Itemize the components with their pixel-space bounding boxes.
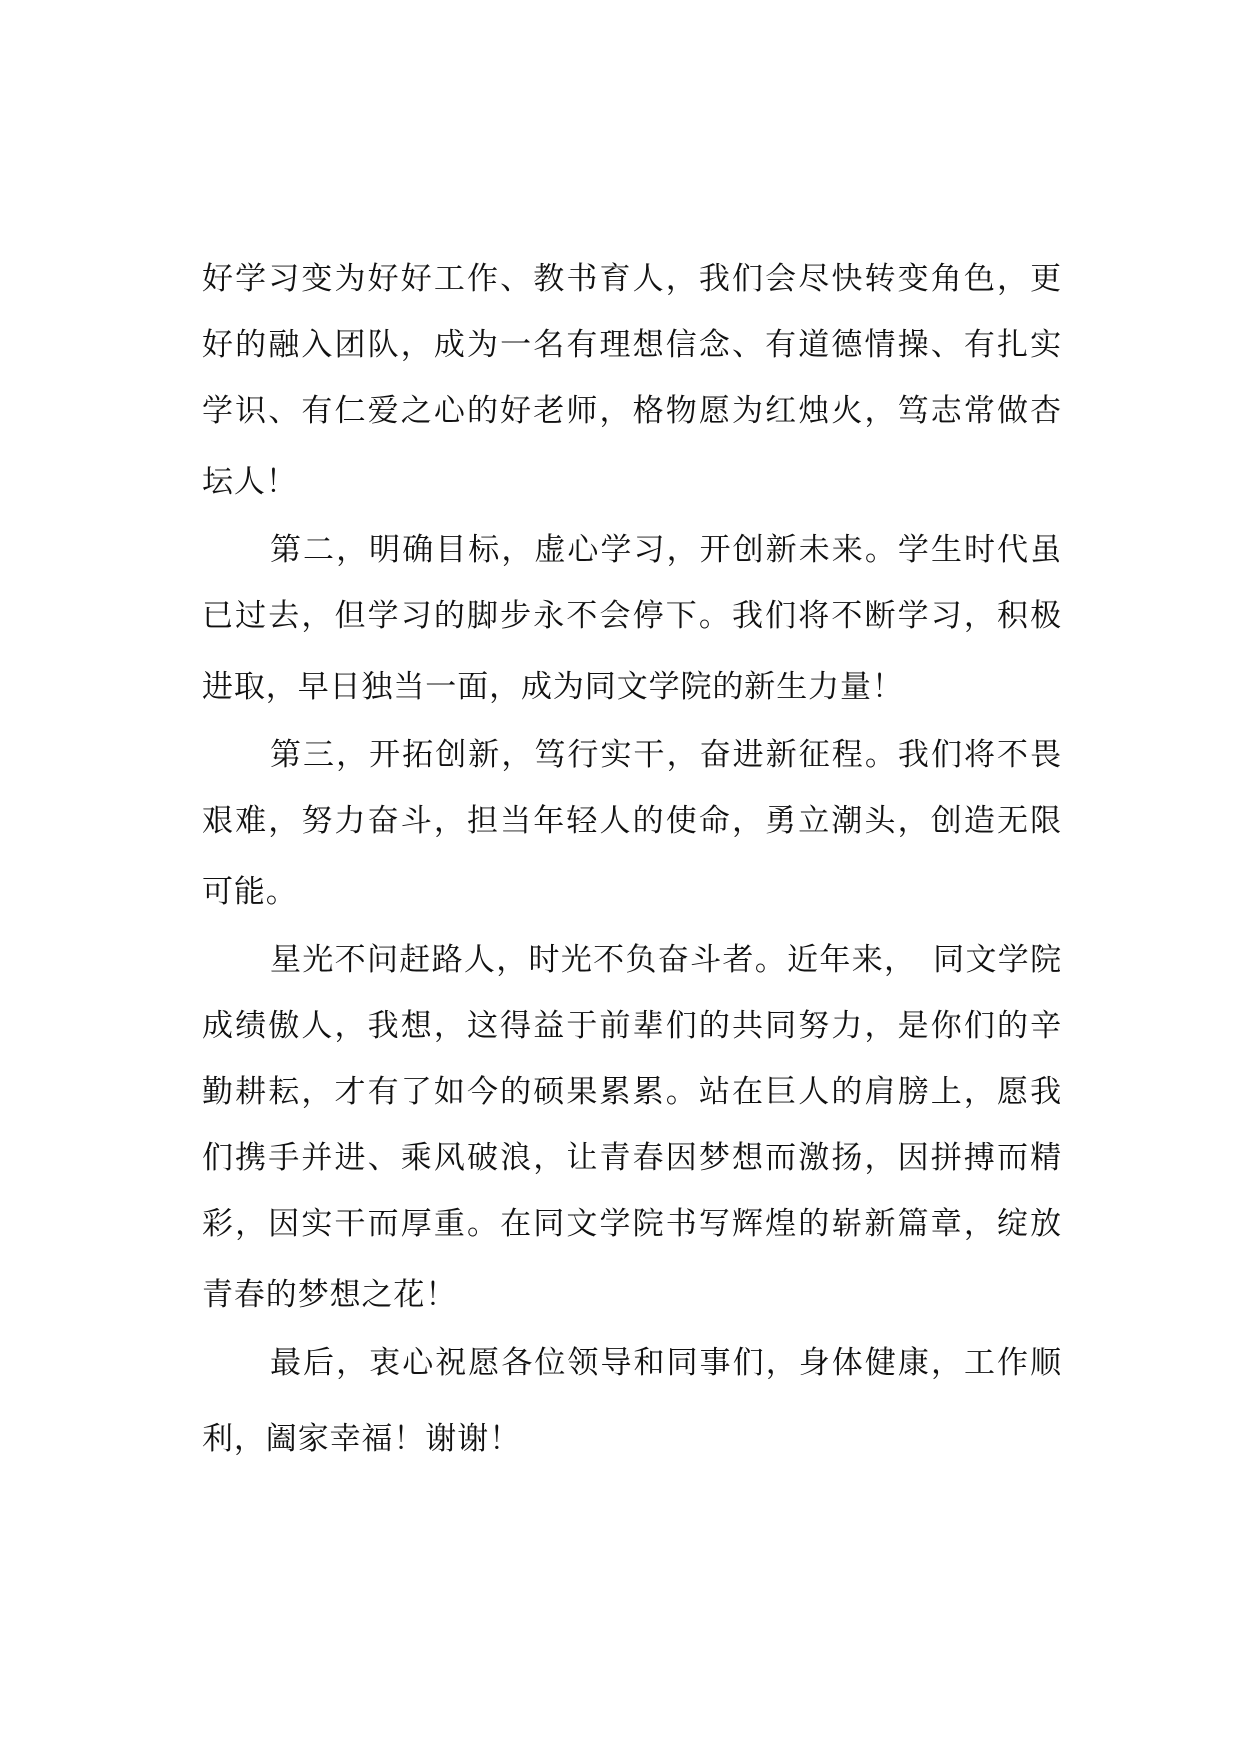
text-line: 已过去，但学习的脚步永不会停下。我们将不断学习，积极	[202, 598, 1062, 634]
paragraph-start-line: 第二，明确目标，虚心学习，开创新未来。学生时代虽	[270, 532, 1062, 568]
text-line: 进取，早日独当一面，成为同文学院的新生力量！	[202, 669, 904, 705]
text-line: 利，阖家幸福！谢谢！	[202, 1421, 521, 1457]
text-line: 可能。	[202, 874, 298, 910]
text-line: 好的融入团队，成为一名有理想信念、有道德情操、有扎实	[202, 327, 1062, 363]
text-line: 好学习变为好好工作、教书育人，我们会尽快转变角色，更	[202, 261, 1062, 297]
text-line: 坛人！	[202, 464, 298, 500]
paragraph-start-line: 最后，衷心祝愿各位领导和同事们，身体健康，工作顺	[270, 1345, 1062, 1381]
paragraph-start-line: 星光不问赶路人，时光不负奋斗者。近年来， 同文学院	[270, 942, 1062, 978]
text-line: 成绩傲人，我想，这得益于前辈们的共同努力，是你们的辛	[202, 1008, 1062, 1044]
text-line: 青春的梦想之花！	[202, 1277, 458, 1313]
text-line: 勤耕耘，才有了如今的硕果累累。站在巨人的肩膀上，愿我	[202, 1074, 1062, 1110]
text-line: 学识、有仁爱之心的好老师，格物愿为红烛火，笃志常做杏	[202, 393, 1062, 429]
paragraph-start-line: 第三，开拓创新，笃行实干，奋进新征程。我们将不畏	[270, 737, 1062, 773]
text-line: 艰难，努力奋斗，担当年轻人的使命，勇立潮头，创造无限	[202, 803, 1062, 839]
text-line: 彩，因实干而厚重。在同文学院书写辉煌的崭新篇章，绽放	[202, 1206, 1062, 1242]
text-line: 们携手并进、乘风破浪，让青春因梦想而激扬，因拼搏而精	[202, 1140, 1062, 1176]
